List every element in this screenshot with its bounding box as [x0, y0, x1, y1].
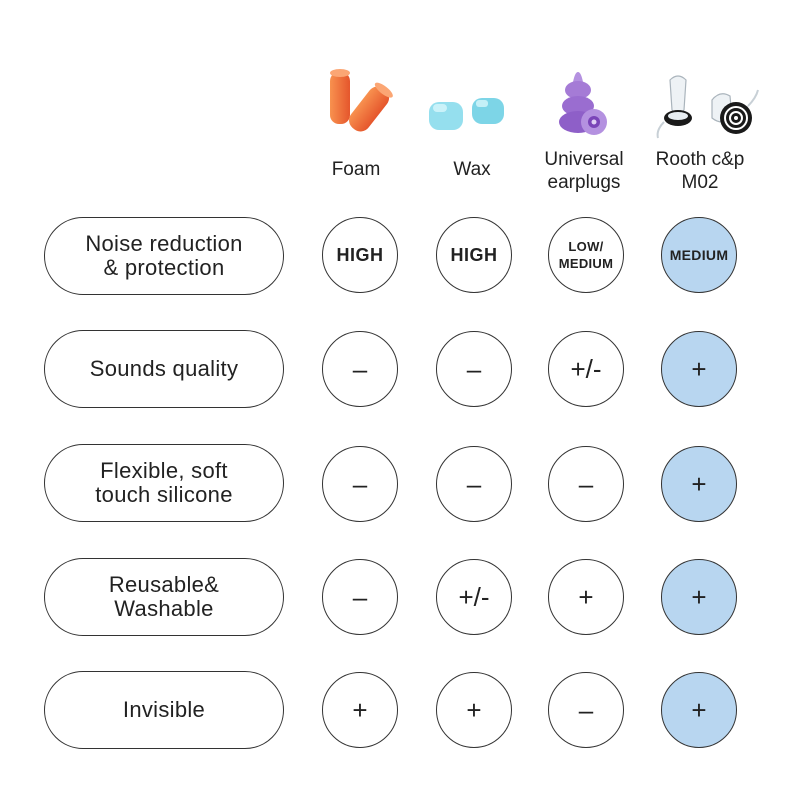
row-label-sound-quality: Sounds quality	[44, 330, 284, 408]
cell-value: MEDIUM	[669, 246, 729, 263]
cell-noise-wax	[436, 217, 512, 293]
cell-reusable-wax	[436, 559, 512, 635]
cell-sound-universal	[548, 331, 624, 407]
cell-reusable-universal	[548, 559, 624, 635]
cell-value: –	[352, 582, 368, 612]
cell-flexible-foam	[322, 446, 398, 522]
column-header-rooth	[640, 60, 760, 200]
cell-value: –	[578, 695, 594, 725]
cell-sound-rooth	[661, 331, 737, 407]
wax-earplug-icon	[412, 60, 532, 142]
cell-value: HIGH	[450, 244, 498, 265]
cell-value: –	[352, 354, 368, 384]
column-header-foam	[296, 60, 416, 200]
cell-invisible-rooth	[661, 672, 737, 748]
cell-value: +	[691, 582, 707, 612]
cell-value: –	[578, 469, 594, 499]
universal-earplug-icon	[524, 60, 644, 142]
cell-noise-rooth	[661, 217, 737, 293]
cell-value: +/-	[570, 354, 602, 384]
cell-invisible-foam	[322, 672, 398, 748]
row-label-reusable-washable: Reusable& Washable	[44, 558, 284, 636]
cell-invisible-universal	[548, 672, 624, 748]
cell-sound-foam	[322, 331, 398, 407]
cell-value: +	[691, 469, 707, 499]
cell-value: +	[578, 582, 594, 612]
foam-earplug-icon	[296, 60, 416, 142]
cell-noise-foam	[322, 217, 398, 293]
cell-reusable-rooth	[661, 559, 737, 635]
column-name-wax: Wax	[453, 159, 491, 180]
column-name-rooth: Rooth c&p M02	[655, 149, 745, 193]
column-header-universal	[524, 60, 644, 200]
rooth-earplug-icon	[640, 60, 760, 142]
cell-value: LOW/ MEDIUM	[558, 239, 614, 271]
cell-noise-universal	[548, 217, 624, 293]
row-label-invisible: Invisible	[44, 671, 284, 749]
cell-value: +	[691, 354, 707, 384]
cell-value: –	[466, 469, 482, 499]
cell-value: +	[352, 695, 368, 725]
column-name-foam: Foam	[331, 159, 381, 180]
cell-invisible-wax	[436, 672, 512, 748]
cell-flexible-rooth	[661, 446, 737, 522]
cell-flexible-universal	[548, 446, 624, 522]
cell-reusable-foam	[322, 559, 398, 635]
cell-value: –	[352, 469, 368, 499]
column-name-universal: Universal earplugs	[544, 149, 624, 193]
cell-value: –	[466, 354, 482, 384]
row-label-noise-reduction: Noise reduction & protection	[44, 217, 284, 295]
row-label-flexible-silicone: Flexible, soft touch silicone	[44, 444, 284, 522]
cell-value: +	[466, 695, 482, 725]
cell-sound-wax	[436, 331, 512, 407]
cell-value: +	[691, 695, 707, 725]
cell-flexible-wax	[436, 446, 512, 522]
cell-value: HIGH	[336, 244, 384, 265]
cell-value: +/-	[458, 582, 490, 612]
column-header-wax	[412, 60, 532, 200]
